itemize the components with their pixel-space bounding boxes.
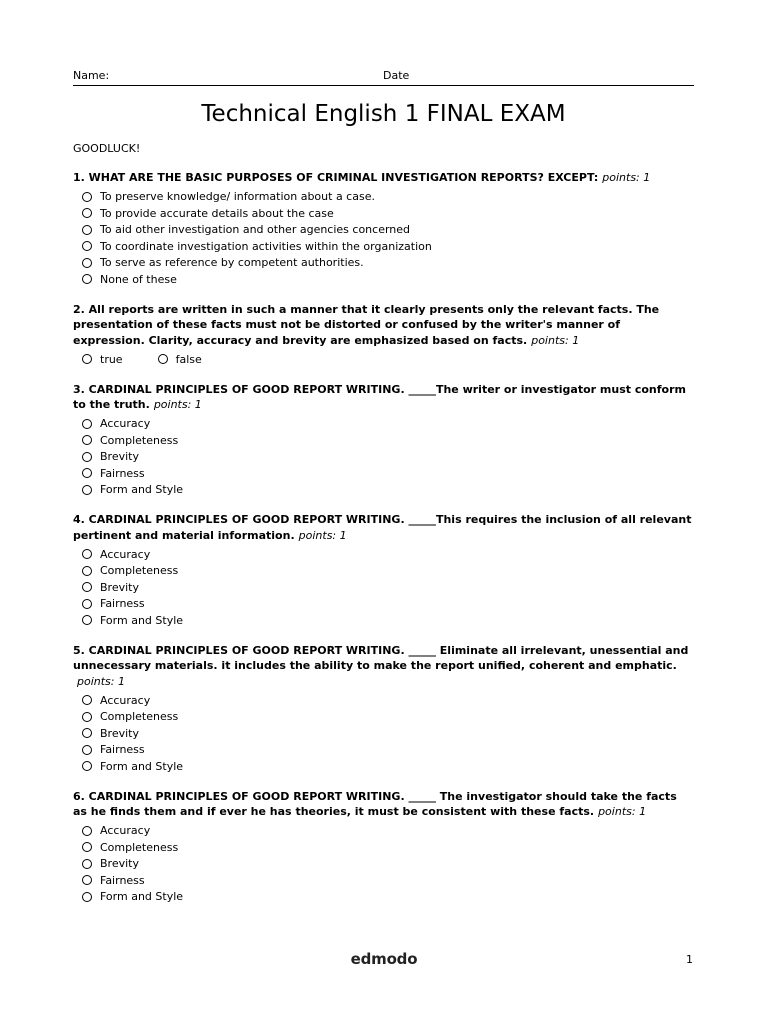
radio-button[interactable] — [82, 712, 92, 722]
option[interactable] — [73, 546, 694, 563]
option-label: Fairness — [100, 597, 145, 611]
points-label: points: 1 — [598, 805, 647, 818]
question-1 — [73, 170, 694, 288]
question-text — [73, 302, 694, 349]
option[interactable] — [73, 238, 694, 255]
option-label: Form and Style — [100, 483, 184, 497]
option-label: true — [100, 352, 123, 366]
options-list — [73, 416, 694, 499]
question-text — [73, 382, 694, 413]
question-5 — [73, 643, 694, 775]
option[interactable] — [73, 416, 694, 433]
option-label: Brevity — [100, 726, 139, 740]
radio-button[interactable] — [82, 566, 92, 576]
option[interactable] — [73, 742, 694, 759]
points-label: points: 1 — [602, 171, 651, 184]
option-label: None of these — [100, 272, 177, 286]
option[interactable] — [73, 758, 694, 775]
option[interactable] — [73, 563, 694, 580]
points-label: points: 1 — [77, 674, 125, 688]
question-text — [73, 170, 694, 186]
option-label: Form and Style — [100, 613, 184, 627]
radio-button[interactable] — [82, 761, 92, 771]
option-label: Completeness — [100, 710, 179, 724]
option[interactable] — [73, 872, 694, 889]
radio-button[interactable] — [82, 258, 92, 268]
question-6-text: 6. CARDINAL PRINCIPLES OF GOOD REPORT WRITING. _____ The investigator should take the facts as he finds them and if ever he has theories, it must be consistent with these facts. — [73, 789, 677, 818]
edmodo-logo: edmodo — [350, 950, 418, 968]
question-2-text: 2. All reports are written in such a manner that it clearly presents only the relevant facts. The presentation of these facts must not be distorted or confused by the writer's manner of expression. Clarity, accuracy and brevity are emphasized based on facts. — [73, 302, 660, 347]
option-label: Completeness — [100, 564, 179, 578]
option-label: false — [175, 352, 202, 366]
option[interactable] — [73, 449, 694, 466]
radio-button[interactable] — [158, 354, 168, 364]
radio-button[interactable] — [82, 859, 92, 869]
option[interactable] — [73, 709, 694, 726]
option-label: Completeness — [100, 433, 179, 447]
radio-button[interactable] — [82, 826, 92, 836]
option-label: Accuracy — [100, 547, 151, 561]
option-label: Fairness — [100, 466, 145, 480]
radio-button[interactable] — [82, 892, 92, 902]
question-text — [73, 789, 694, 820]
option[interactable] — [73, 432, 694, 449]
header-row — [73, 68, 694, 86]
option[interactable] — [73, 255, 694, 272]
option-label: Accuracy — [100, 417, 151, 431]
option-label: To preserve knowledge/ information about a case. — [100, 190, 375, 204]
option[interactable] — [73, 856, 694, 873]
intro-text: GOODLUCK! — [73, 142, 141, 155]
radio-button[interactable] — [82, 419, 92, 429]
option-label: To provide accurate details about the case — [100, 206, 334, 220]
radio-button[interactable] — [82, 354, 92, 364]
points-label: points: 1 — [298, 528, 347, 542]
radio-button[interactable] — [82, 842, 92, 852]
option-label: Brevity — [100, 857, 139, 871]
option-label: Accuracy — [100, 693, 151, 707]
radio-button[interactable] — [82, 599, 92, 609]
page-number: 1 — [686, 953, 693, 966]
option[interactable] — [73, 889, 694, 906]
radio-button[interactable] — [82, 274, 92, 284]
option-label: To coordinate investigation activities within the organization — [100, 239, 432, 253]
option[interactable] — [73, 271, 694, 288]
option[interactable] — [73, 692, 694, 709]
option-label: To aid other investigation and other agencies concerned — [100, 223, 411, 237]
exam-page — [73, 68, 694, 905]
radio-button[interactable] — [82, 468, 92, 478]
options-list — [73, 546, 694, 629]
option[interactable] — [73, 612, 694, 629]
question-4 — [73, 512, 694, 629]
options-list — [73, 351, 694, 368]
question-1-text: 1. WHAT ARE THE BASIC PURPOSES OF CRIMINAL INVESTIGATION REPORTS? EXCEPT: — [73, 171, 599, 184]
option-label: Brevity — [100, 450, 139, 464]
option[interactable] — [73, 351, 123, 368]
page-title: Technical English 1 FINAL EXAM — [201, 101, 566, 127]
radio-button[interactable] — [82, 452, 92, 462]
option[interactable] — [73, 823, 694, 840]
date-label: Date — [383, 69, 410, 82]
question-3 — [73, 382, 694, 499]
radio-button[interactable] — [82, 435, 92, 445]
option-label: To serve as reference by competent authorities. — [100, 256, 364, 270]
options-list — [73, 189, 694, 288]
option[interactable] — [73, 189, 694, 206]
radio-button[interactable] — [82, 549, 92, 559]
points-label: points: 1 — [531, 333, 580, 347]
options-list — [73, 692, 694, 775]
radio-button[interactable] — [82, 485, 92, 495]
option[interactable] — [73, 222, 694, 239]
option-label: Fairness — [100, 743, 145, 757]
option-label: Form and Style — [100, 890, 184, 904]
option[interactable] — [73, 725, 694, 742]
points-label: points: 1 — [153, 398, 202, 411]
question-6 — [73, 789, 694, 906]
option[interactable] — [73, 839, 694, 856]
option[interactable] — [149, 351, 202, 368]
radio-button[interactable] — [82, 208, 92, 218]
name-label: Name: — [73, 69, 110, 82]
radio-button[interactable] — [82, 695, 92, 705]
radio-button[interactable] — [82, 615, 92, 625]
option[interactable] — [73, 482, 694, 499]
radio-button[interactable] — [82, 225, 92, 235]
option-label: Form and Style — [100, 759, 184, 773]
radio-button[interactable] — [82, 745, 92, 755]
options-list — [73, 823, 694, 906]
question-3-text: 3. CARDINAL PRINCIPLES OF GOOD REPORT WRITING. _____The writer or investigator must conform to the truth. — [73, 382, 686, 411]
option-label: Completeness — [100, 840, 179, 854]
radio-button[interactable] — [82, 728, 92, 738]
radio-button[interactable] — [82, 875, 92, 885]
radio-button[interactable] — [82, 192, 92, 202]
question-text — [73, 643, 694, 690]
option-label: Fairness — [100, 873, 145, 887]
question-5-text: 5. CARDINAL PRINCIPLES OF GOOD REPORT WRITING. _____ Eliminate all irrelevant, unessential and unnecessary materials. it includes the ability to make the report unified, coherent and emphatic. — [73, 643, 689, 672]
option[interactable] — [73, 465, 694, 482]
question-4-text: 4. CARDINAL PRINCIPLES OF GOOD REPORT WRITING. _____This requires the inclusion of all relevant pertinent and material information. — [73, 513, 692, 542]
question-2 — [73, 302, 694, 368]
option-label: Brevity — [100, 580, 139, 594]
question-text — [73, 512, 694, 543]
radio-button[interactable] — [82, 241, 92, 251]
option[interactable] — [73, 205, 694, 222]
option-label: Accuracy — [100, 824, 151, 838]
option[interactable] — [73, 579, 694, 596]
radio-button[interactable] — [82, 582, 92, 592]
option[interactable] — [73, 596, 694, 613]
